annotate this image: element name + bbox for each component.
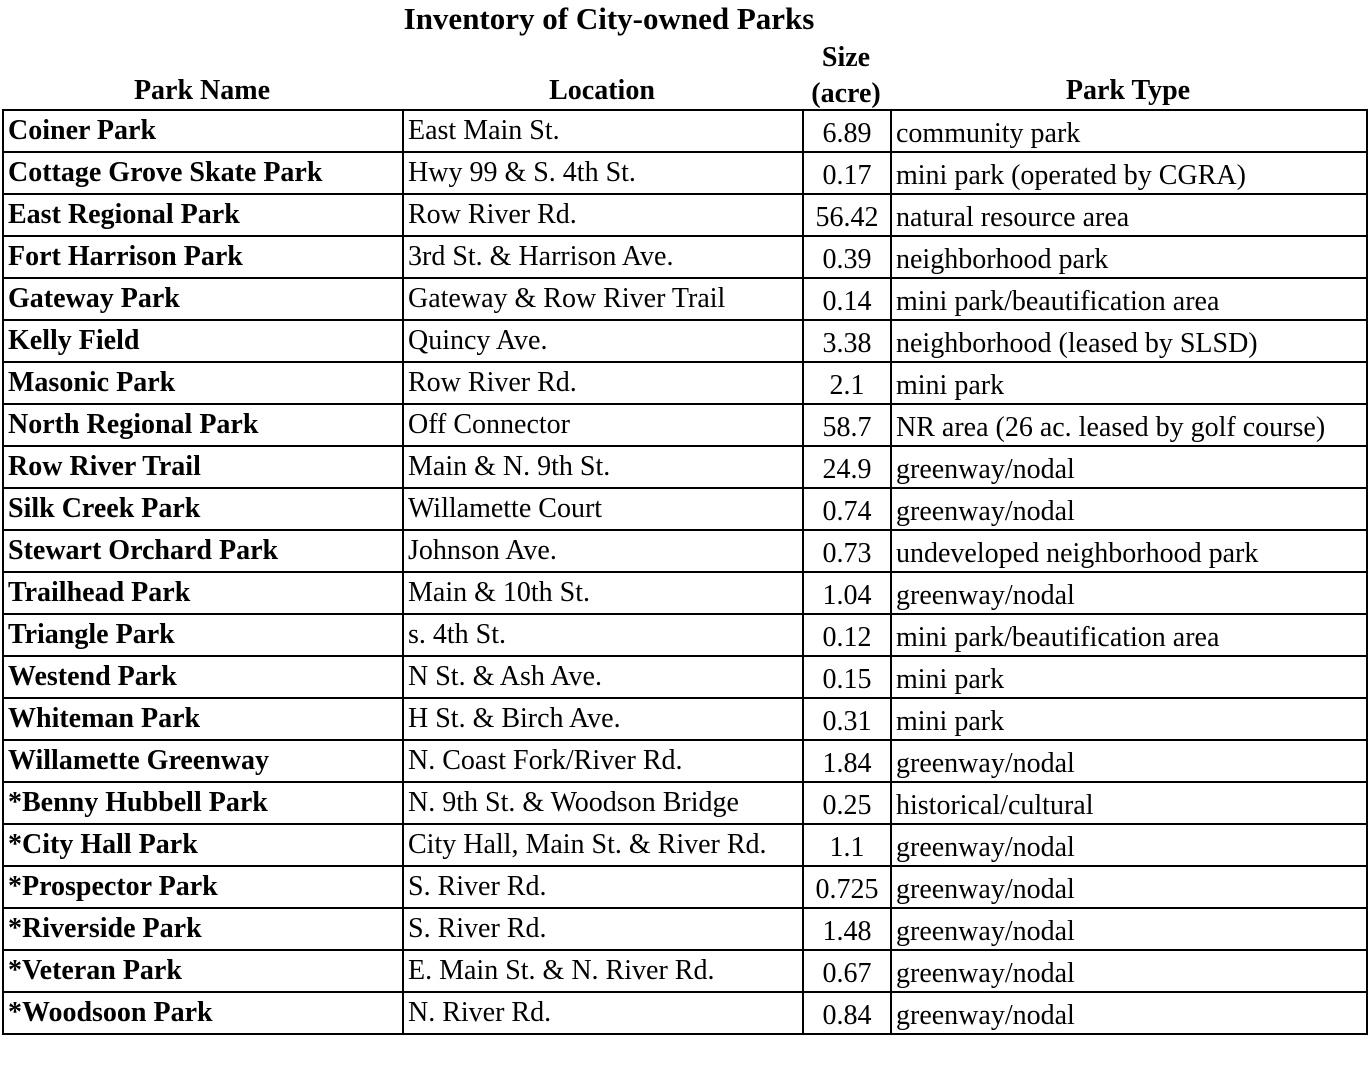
size-cell: 1.84: [803, 740, 891, 782]
park-name-cell: Stewart Orchard Park: [3, 530, 403, 572]
location-cell: N. Coast Fork/River Rd.: [403, 740, 803, 782]
table-row: [3, 908, 1367, 950]
header-park-name: Park Name: [133, 75, 271, 106]
size-cell: 0.73: [803, 530, 891, 572]
park-type-cell: natural resource area: [891, 194, 1367, 236]
size-cell: 56.42: [803, 194, 891, 236]
park-name-cell: Coiner Park: [3, 110, 403, 152]
park-name-cell: Triangle Park: [3, 614, 403, 656]
location-cell: Row River Rd.: [403, 362, 803, 404]
size-cell: 0.31: [803, 698, 891, 740]
park-name-cell: *Prospector Park: [3, 866, 403, 908]
table-row: [3, 530, 1367, 572]
park-name-cell: Silk Creek Park: [3, 488, 403, 530]
size-cell: 0.74: [803, 488, 891, 530]
park-name-cell: *Veteran Park: [3, 950, 403, 992]
table-row: [3, 656, 1367, 698]
header-location: Location: [549, 75, 655, 106]
location-cell: S. River Rd.: [403, 866, 803, 908]
size-cell: 0.14: [803, 278, 891, 320]
park-type-cell: mini park: [891, 362, 1367, 404]
location-cell: S. River Rd.: [403, 908, 803, 950]
park-name-cell: Gateway Park: [3, 278, 403, 320]
size-cell: 6.89: [803, 110, 891, 152]
park-type-cell: mini park/beautification area: [891, 278, 1367, 320]
park-type-cell: undeveloped neighborhood park: [891, 530, 1367, 572]
park-type-cell: greenway/nodal: [891, 740, 1367, 782]
size-cell: 0.725: [803, 866, 891, 908]
park-name-cell: Willamette Greenway: [3, 740, 403, 782]
size-cell: 58.7: [803, 404, 891, 446]
park-name-cell: *Woodsoon Park: [3, 992, 403, 1034]
size-cell: 24.9: [803, 446, 891, 488]
size-cell: 0.84: [803, 992, 891, 1034]
location-cell: Row River Rd.: [403, 194, 803, 236]
table-row: [3, 782, 1367, 824]
park-name-cell: *Benny Hubbell Park: [3, 782, 403, 824]
location-cell: City Hall, Main St. & River Rd.: [403, 824, 803, 866]
table-row: [3, 572, 1367, 614]
location-cell: H St. & Birch Ave.: [403, 698, 803, 740]
size-cell: 1.04: [803, 572, 891, 614]
park-name-cell: Fort Harrison Park: [3, 236, 403, 278]
park-name-cell: Masonic Park: [3, 362, 403, 404]
location-cell: E. Main St. & N. River Rd.: [403, 950, 803, 992]
table-row: [3, 320, 1367, 362]
location-cell: N. River Rd.: [403, 992, 803, 1034]
park-name-cell: East Regional Park: [3, 194, 403, 236]
location-cell: Main & N. 9th St.: [403, 446, 803, 488]
park-type-cell: neighborhood park: [891, 236, 1367, 278]
table-row: [3, 488, 1367, 530]
size-cell: 0.15: [803, 656, 891, 698]
header-size-line1: Size: [821, 42, 871, 73]
park-type-cell: greenway/nodal: [891, 572, 1367, 614]
size-cell: 0.12: [803, 614, 891, 656]
table-row: [3, 698, 1367, 740]
location-cell: Off Connector: [403, 404, 803, 446]
table-row: [3, 824, 1367, 866]
park-type-cell: historical/cultural: [891, 782, 1367, 824]
location-cell: Quincy Ave.: [403, 320, 803, 362]
park-type-cell: mini park: [891, 656, 1367, 698]
table-row: [3, 152, 1367, 194]
location-cell: s. 4th St.: [403, 614, 803, 656]
table-row: [3, 278, 1367, 320]
header-size-line2: (acre): [811, 78, 881, 109]
size-cell: 0.17: [803, 152, 891, 194]
park-type-cell: greenway/nodal: [891, 866, 1367, 908]
document-title: Inventory of City-owned Parks: [403, 1, 815, 36]
park-type-cell: mini park (operated by CGRA): [891, 152, 1367, 194]
table-row: [3, 236, 1367, 278]
table-row: [3, 110, 1367, 152]
park-name-cell: Trailhead Park: [3, 572, 403, 614]
header-size: [802, 40, 890, 112]
park-name-cell: *City Hall Park: [3, 824, 403, 866]
size-cell: 2.1: [803, 362, 891, 404]
table-row: [3, 614, 1367, 656]
location-cell: Willamette Court: [403, 488, 803, 530]
park-name-cell: *Riverside Park: [3, 908, 403, 950]
park-type-cell: greenway/nodal: [891, 824, 1367, 866]
park-type-cell: community park: [891, 110, 1367, 152]
parks-table: [2, 109, 1368, 1035]
table-row: [3, 950, 1367, 992]
park-name-cell: Cottage Grove Skate Park: [3, 152, 403, 194]
park-type-cell: mini park/beautification area: [891, 614, 1367, 656]
park-type-cell: greenway/nodal: [891, 908, 1367, 950]
park-type-cell: neighborhood (leased by SLSD): [891, 320, 1367, 362]
park-type-cell: mini park: [891, 698, 1367, 740]
table-row: [3, 362, 1367, 404]
location-cell: Gateway & Row River Trail: [403, 278, 803, 320]
park-name-cell: Whiteman Park: [3, 698, 403, 740]
location-cell: Johnson Ave.: [403, 530, 803, 572]
table-row: [3, 740, 1367, 782]
park-name-cell: Row River Trail: [3, 446, 403, 488]
park-type-cell: greenway/nodal: [891, 950, 1367, 992]
header-park-type: Park Type: [1065, 75, 1191, 106]
park-name-cell: Westend Park: [3, 656, 403, 698]
table-row: [3, 404, 1367, 446]
size-cell: 1.48: [803, 908, 891, 950]
park-type-cell: greenway/nodal: [891, 488, 1367, 530]
park-type-cell: greenway/nodal: [891, 446, 1367, 488]
location-cell: East Main St.: [403, 110, 803, 152]
size-cell: 0.25: [803, 782, 891, 824]
park-type-cell: greenway/nodal: [891, 992, 1367, 1034]
location-cell: Hwy 99 & S. 4th St.: [403, 152, 803, 194]
table-row: [3, 446, 1367, 488]
table-row: [3, 992, 1367, 1034]
location-cell: N St. & Ash Ave.: [403, 656, 803, 698]
table-row: [3, 866, 1367, 908]
size-cell: 3.38: [803, 320, 891, 362]
size-cell: 0.67: [803, 950, 891, 992]
size-cell: 1.1: [803, 824, 891, 866]
size-cell: 0.39: [803, 236, 891, 278]
park-name-cell: North Regional Park: [3, 404, 403, 446]
location-cell: 3rd St. & Harrison Ave.: [403, 236, 803, 278]
park-type-cell: NR area (26 ac. leased by golf course): [891, 404, 1367, 446]
location-cell: Main & 10th St.: [403, 572, 803, 614]
table-row: [3, 194, 1367, 236]
parks-table-body: [3, 110, 1367, 1034]
park-name-cell: Kelly Field: [3, 320, 403, 362]
location-cell: N. 9th St. & Woodson Bridge: [403, 782, 803, 824]
